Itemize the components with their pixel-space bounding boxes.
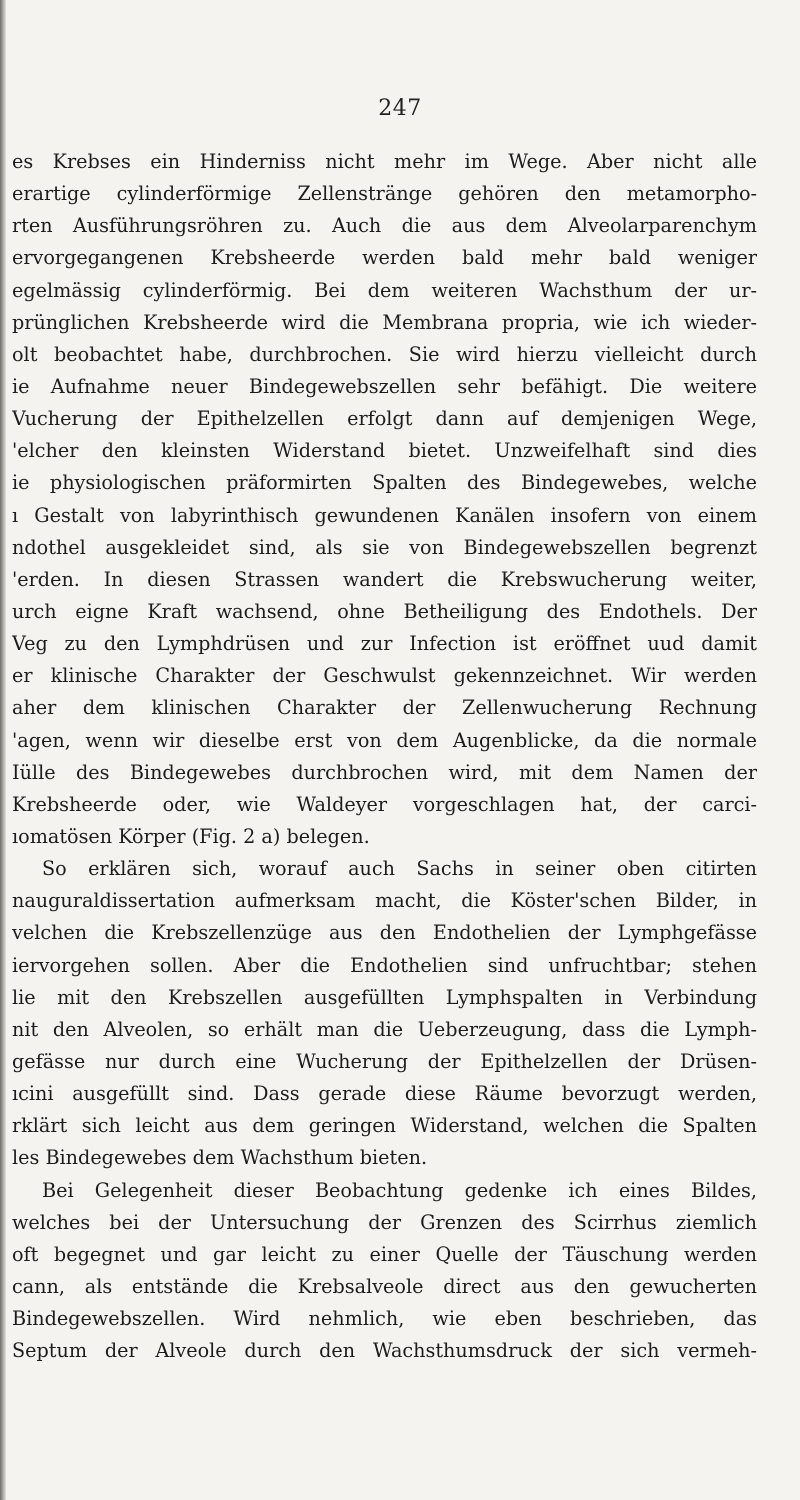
text-line: rklärt sich leicht aus dem geringen Widerstand, welchen die Spalten <box>12 1114 757 1138</box>
text-line: ndothel ausgekleidet sind, als sie von Bindegewebszellen begrenzt <box>12 535 757 559</box>
text-line: les Bindegewebes dem Wachsthum bieten. <box>12 1146 428 1170</box>
text-line: velchen die Krebszellenzüge aus den Endothelien der Lymphgefässe <box>12 921 757 945</box>
text-line: urch eigne Kraft wachsend, ohne Betheiligung des Endothels. Der <box>12 599 757 623</box>
text-line: welches bei der Untersuchung der Grenzen des Scirrhus ziemlich <box>12 1210 757 1234</box>
text-line: gefässe nur durch eine Wucherung der Epithelzellen der Drüsen- <box>12 1049 757 1073</box>
text-line: Septum der Alveole durch den Wachsthumsdruck der sich vermeh- <box>12 1339 757 1363</box>
text-line: rten Ausführungsröhren zu. Auch die aus dem Alveolarparenchym <box>12 214 757 238</box>
text-line: nauguraldissertation aufmerksam macht, die Köster'schen Bilder, in <box>12 889 757 913</box>
text-line: 'agen, wenn wir dieselbe erst von dem Augenblicke, da die normale <box>12 728 757 752</box>
text-line: oft begegnet und gar leicht zu einer Quelle der Täuschung werden <box>12 1242 757 1266</box>
text-line: Iülle des Bindegewebes durchbrochen wird, mit dem Namen der <box>12 760 757 784</box>
text-line: iervorgehen sollen. Aber die Endothelien sind unfruchtbar; stehen <box>12 953 757 977</box>
text-line: prünglichen Krebsheerde wird die Membrana propria, wie ich wieder- <box>12 310 757 334</box>
text-line: egelmässig cylinderförmig. Bei dem weiteren Wachsthum der ur- <box>12 278 757 302</box>
body-text <box>12 146 757 1367</box>
text-line: cann, als entstände die Krebsalveole direct aus den gewucherten <box>12 1274 757 1298</box>
text-line: es Krebses ein Hinderniss nicht mehr im Wege. Aber nicht alle <box>12 150 757 173</box>
text-line: Vucherung der Epithelzellen erfolgt dann auf demjenigen Wege, <box>12 407 757 431</box>
text-line: nit den Alveolen, so erhält man die Ueberzeugung, dass die Lymph- <box>12 1017 757 1041</box>
text-line: olt beobachtet habe, durchbrochen. Sie wird hierzu vielleicht durch <box>12 342 757 366</box>
text-line: ı Gestalt von labyrinthisch gewundenen Kanälen insofern von einem <box>12 503 757 527</box>
text-line: Bindegewebszellen. Wird nehmlich, wie eben beschrieben, das <box>12 1307 757 1331</box>
text-line: ıcini ausgefüllt sind. Dass gerade diese Räume bevorzugt werden, <box>12 1082 757 1106</box>
text-line: ie physiologischen präformirten Spalten des Bindegewebes, welche <box>12 471 757 495</box>
text-line: Krebsheerde oder, wie Waldeyer vorgeschlagen hat, der carci- <box>12 792 757 816</box>
text-line: aher dem klinischen Charakter der Zellenwucherung Rechnung <box>12 696 757 720</box>
text-line: Veg zu den Lymphdrüsen und zur Infection ist eröffnet uud damit <box>12 632 757 656</box>
text-line: ervorgegangenen Krebsheerde werden bald mehr bald weniger <box>12 246 757 270</box>
text-line: ie Aufnahme neuer Bindegewebszellen sehr befähigt. Die weitere <box>12 374 757 398</box>
text-line: erartige cylinderförmige Zellenstränge gehören den metamorpho- <box>12 182 757 206</box>
page-binding-edge <box>0 0 6 1500</box>
text-line: ıomatösen Körper (Fig. 2 a) belegen. <box>12 824 370 848</box>
text-line: So erklären sich, worauf auch Sachs in seiner oben citirten <box>42 857 757 881</box>
page-number: 247 <box>378 96 422 121</box>
text-line: 'erden. In diesen Strassen wandert die Krebswucherung weiter, <box>12 567 757 591</box>
text-line: lie mit den Krebszellen ausgefüllten Lymphspalten in Verbindung <box>12 985 757 1009</box>
text-line: Bei Gelegenheit dieser Beobachtung gedenke ich eines Bildes, <box>42 1178 757 1202</box>
text-line: 'elcher den kleinsten Widerstand bietet. Unzweifelhaft sind dies <box>12 439 757 463</box>
text-line: er klinische Charakter der Geschwulst gekennzeichnet. Wir werden <box>12 664 757 688</box>
